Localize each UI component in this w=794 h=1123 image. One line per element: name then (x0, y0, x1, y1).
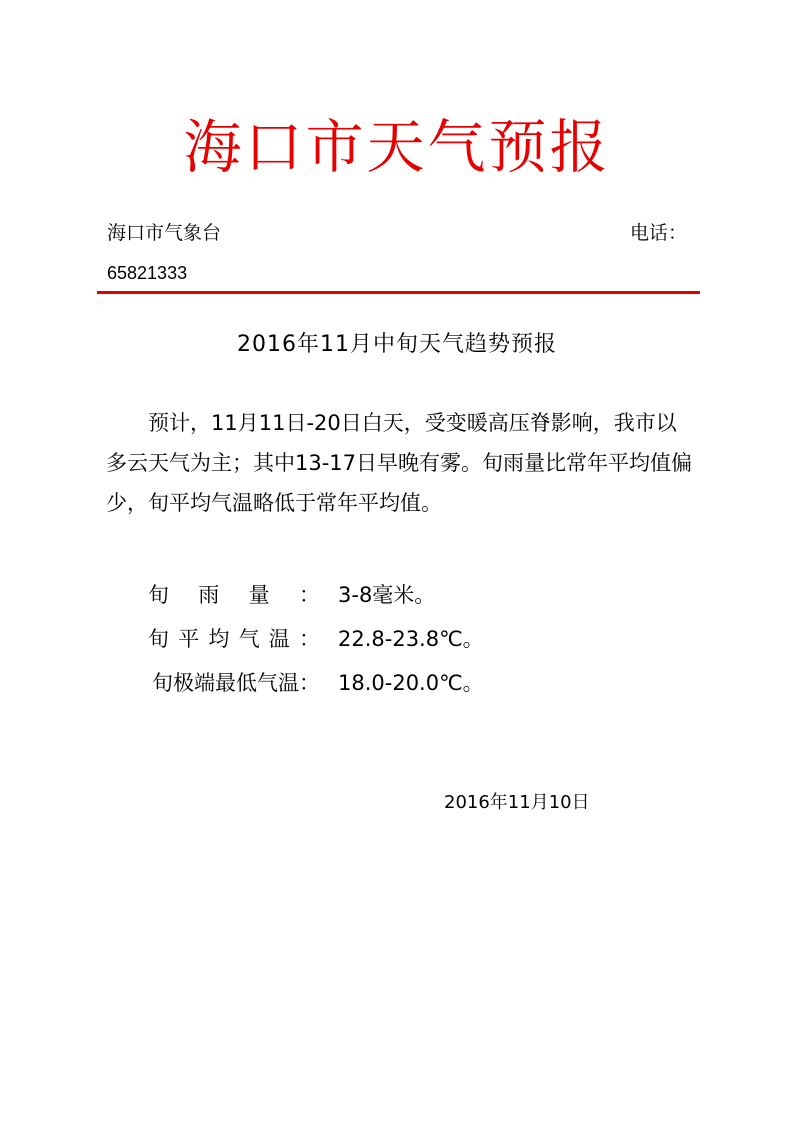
phone-number: 65821333 (107, 263, 188, 283)
issuer-name: 海口市气象台 (107, 222, 222, 244)
stat-rainfall (148, 572, 484, 616)
stat-label-mean-temperature: 旬 平 均 气 温 ： (148, 627, 320, 651)
stat-label-rainfall: 旬 雨 量 ： (148, 583, 320, 607)
phone-label: 电话： (630, 222, 688, 244)
stat-value-mean-temperature: 22.8-23.8℃。 (338, 627, 484, 651)
document-title: 2016年11月中旬天气趋势预报 (237, 332, 557, 357)
red-divider (97, 291, 700, 294)
stat-mean-temperature (148, 616, 484, 660)
stat-value-rainfall: 3-8毫米。 (338, 583, 436, 607)
forecast-paragraph: 预计，11月11日-20日白天，受变暖高压脊影响，我市以多云天气为主；其中13-17日早晚有雾。旬雨量比常年平均值偏少，旬平均气温略低于常年平均值。 (106, 411, 693, 515)
masthead-title: 海口市天气预报 (183, 113, 611, 181)
stat-value-min-temperature: 18.0-20.0℃。 (338, 671, 484, 695)
issue-date: 2016年11月10日 (444, 792, 590, 813)
stat-min-temperature (148, 660, 484, 704)
forecast-stats (148, 572, 484, 704)
stat-label-min-temperature: 旬极端最低气温： (152, 671, 320, 695)
